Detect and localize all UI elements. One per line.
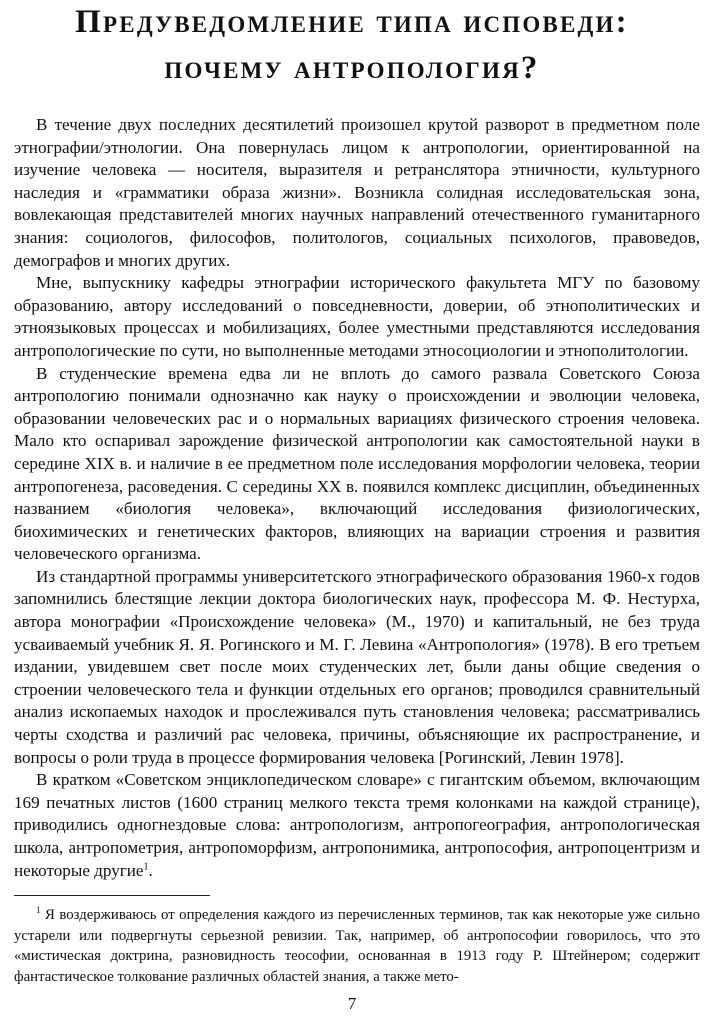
body-text [14, 114, 700, 882]
paragraph-2: Мне, выпускнику кафедры этнографии исторического факультета МГУ по базовому образованию, автору исследований о повседневности, доверии, об этнополитических и этноязыковых процессах и мобилизациях, более уместными представляются исследования антропологические по сути, но выполненные методами этносоциологии и этнополитологии. [14, 273, 700, 360]
chapter-title-line-2: почему антропология? [164, 50, 540, 86]
page-number: 7 [347, 994, 357, 1013]
footnote-reference: 1 [143, 860, 149, 872]
paragraph-5-text: В кратком «Советском энциклопедическом словаре» с гигантским объемом, включающим 169 печатных листов (1600 страниц мелкого текста тремя колонками на каждой странице), приводились одногнездовые слова: антропологизм, антропогеография, антропологическая школа, антропометрия, антропоморфизм, антропонимика, антропософия, антропоцентризм и некоторые другие [14, 770, 700, 880]
paragraph-4: Из стандартной программы университетского этнографического образования 1960-х годов запомнились блестящие лекции доктора биологических наук, профессора М. Ф. Нестурха, автора монографии «Происхождение человека» (М., 1970) и капитальный, не без труда усваиваемый учебник Я. Я. Рогинского и М. Г. Левина «Антропология» (1978). В его третьем издании, увидевшем свет после моих студенческих лет, были даны общие сведения о строении человеческого тела и функции отдельных его органов; проводился сравнительный анализ ископаемых находок и прослеживался путь становления человека; рассматривались черты сходства и различий рас человека, причины, объясняющие их распространение, и вопросы о роли труда в процессе формирования человека [Рогинский, Левин 1978]. [14, 566, 700, 767]
paragraph-1: В течение двух последних десятилетий произошел крутой разворот в предметном поле этнографии/этнологии. Она повернулась лицом к антропологии, ориентированной на изучение человека — носителя, выразителя и ретранслятора этничности, культурного наследия и «грамматики образа жизни». Возникла солидная исследовательская зона, вовлекающая представителей многих научных направлений отечественного гуманитарного знания: социологов, философов, политологов, социальных психологов, правоведов, демографов и многих других. [14, 115, 700, 270]
paragraph-3: В студенческие времена едва ли не вплоть до самого развала Советского Союза антропологию понимали однозначно как науку о происхождении и эволюции человека, образовании человеческих рас и о нормальных вариациях физического строения человека. Мало кто оспаривал зарождение физической антропологии как самостоятельной науки в середине XIX в. и наличие в ее предметном поле исследования морфологии человека, теории антропогенеза, расоведения. С середины XX в. появился комплекс дисциплин, объединенных названием «биология человека», включающий исследования физиологических, биохимических и генетических факторов, влияющих на вариации строения и развития человеческого организма. [14, 363, 700, 564]
chapter-title-line-1: Предуведомление типа исповеди: [75, 4, 629, 40]
paragraph-5: В кратком «Советском энциклопедическом словаре» с гигантским объемом, включающим 169 печатных листов (1600 страниц мелкого текста тремя колонками на каждой странице), приводились одногнездовые слова: антропологизм, антропогеография, антропологическая школа, антропометрия, антропоморфизм, антропонимика, антропософия, антропоцентризм и некоторые другие$^1$. [14, 770, 700, 880]
footnote-text-block [14, 905, 700, 987]
footnote-text: Я воздерживаюсь от определения каждого из перечисленных терминов, так как некоторые уже сильно устарели или подвергнуты серьезной ревизии. Так, например, об антропософии говорилось, что это «мистическая доктрина, разновидность теософии, основанная в 1913 году Р. Штейнером; содержит фантастическое толкование различных областей знания, а также мето- [14, 907, 700, 985]
footnote [14, 905, 700, 987]
footnote-separator [14, 895, 210, 896]
footnote-marker: 1 [36, 905, 41, 916]
